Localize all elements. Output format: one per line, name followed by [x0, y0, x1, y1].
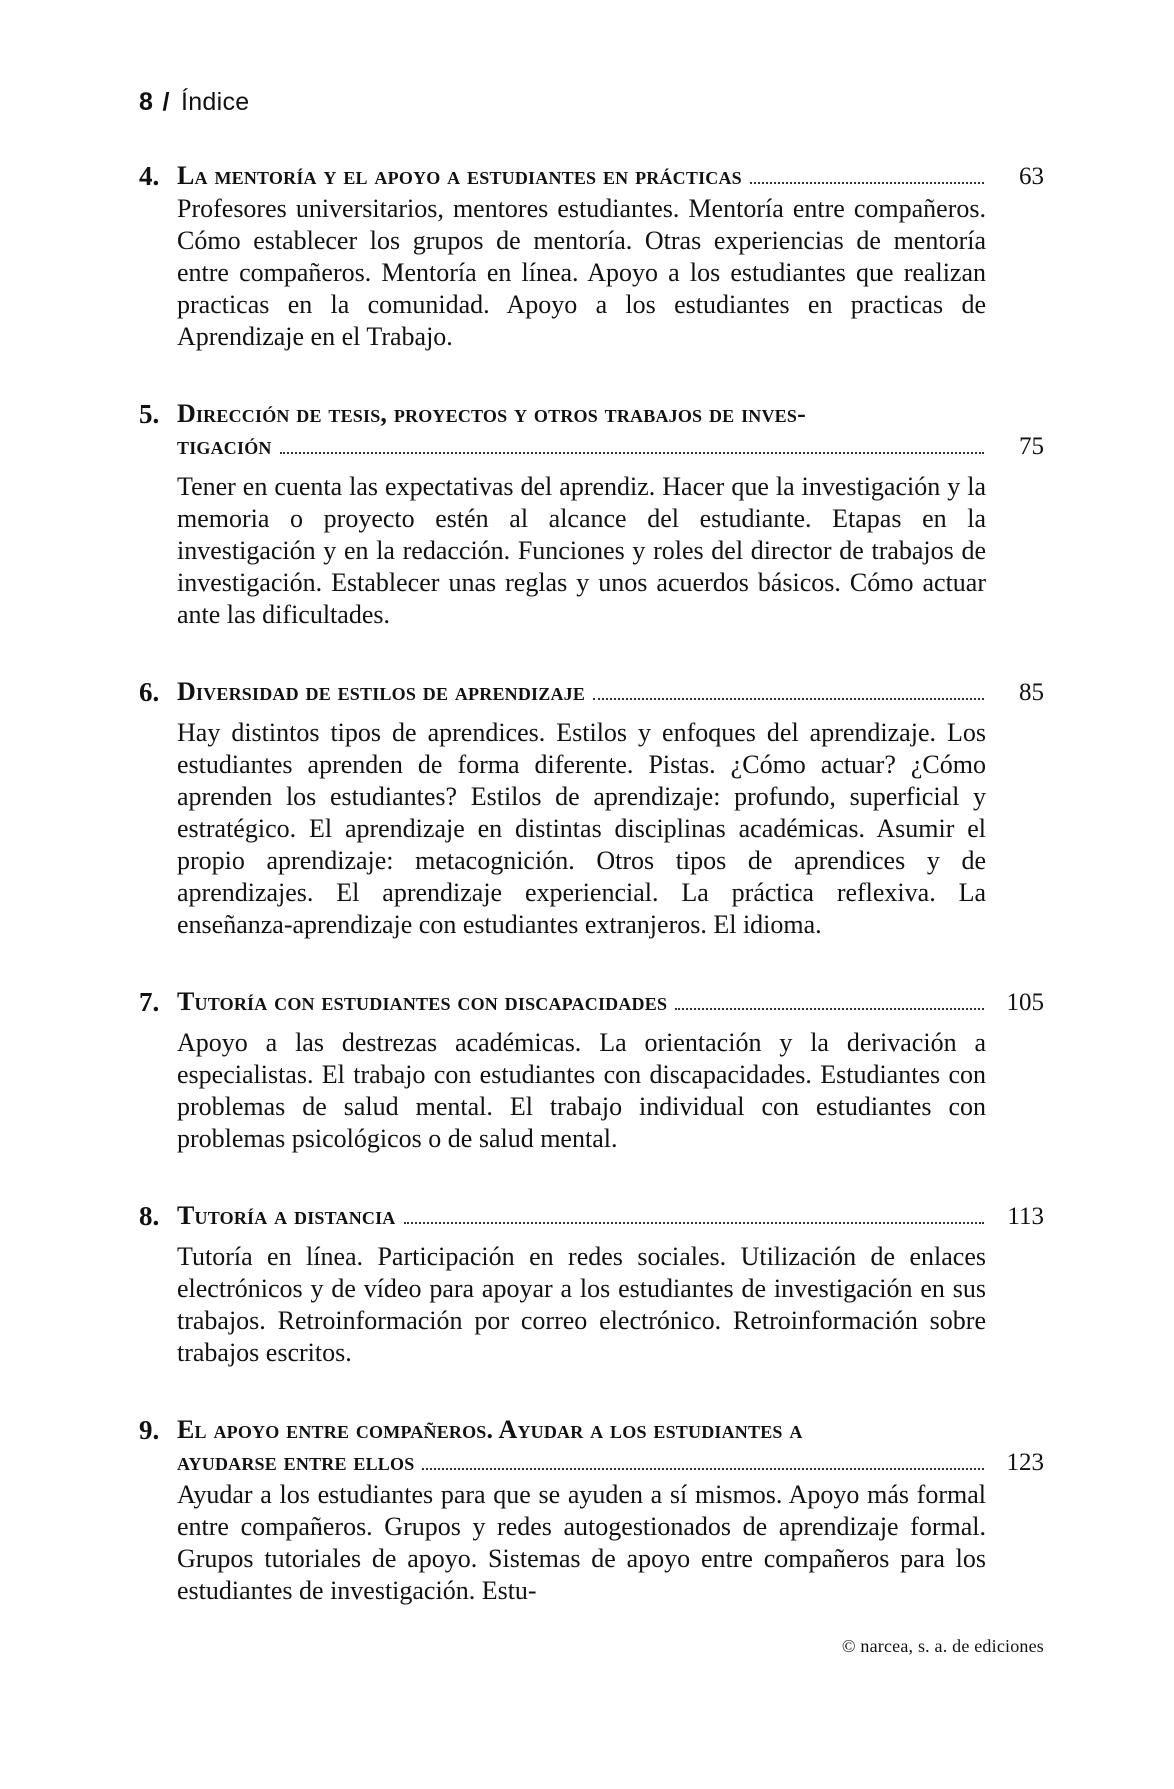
chapter-page-number[interactable]: 63	[1019, 163, 1044, 190]
chapter-summary: Profesores universitarios, mentores estudiantes. Mentoría entre compañeros. Cómo establecer los grupos de mentoría. Otras experiencias de mentoría entre compañeros. Mentoría en línea. Apoyo a los estudiantes que realizan practicas en la comunidad. Apoyo a los estudiantes en practicas de Aprendizaje en el Trabajo.	[177, 194, 986, 351]
chapter-summary: Tener en cuenta las expectativas del aprendiz. Hacer que la investigación y la memoria o proyecto estén al alcance del estudiante. Etapas en la investigación y en la redacción. Funciones y roles del director de trabajos de investigación. Establecer unas reglas y unos acuerdos básicos. Cómo actuar ante las dificultades.	[177, 472, 986, 629]
chapter-page-number[interactable]: 85	[1019, 679, 1044, 706]
running-header	[139, 88, 249, 117]
chapter-page-number[interactable]: 123	[1006, 1449, 1044, 1476]
chapter-title-line-2[interactable]: ayudarse entre ellos	[177, 1447, 415, 1476]
chapter-number: 7.	[139, 987, 160, 1017]
dot-leader	[422, 1468, 984, 1470]
dot-leader	[280, 452, 984, 454]
page-number: 8	[139, 88, 154, 116]
header-section-title: Índice	[180, 88, 250, 116]
header-separator: /	[162, 88, 170, 116]
dot-leader	[404, 1222, 984, 1224]
dot-leader	[675, 1008, 984, 1010]
dot-leader	[750, 182, 984, 184]
toc-entry-8	[139, 1200, 1044, 1369]
chapter-title[interactable]: Tutoría con estudiantes con discapacidades	[177, 987, 668, 1016]
chapter-summary: Ayudar a los estudiantes para que se ayuden a sí mismos. Apoyo más formal entre compañeros. Grupos y redes autogestionados de aprendizaje formal. Grupos tutoriales de apoyo. Sistemas de apoyo entre compañeros para los estudiantes de investigación. Estu-	[177, 1480, 986, 1605]
toc-entry-9	[139, 1414, 1044, 1607]
chapter-page-number[interactable]: 75	[1019, 433, 1044, 460]
chapter-number: 5.	[139, 399, 160, 429]
chapter-number: 4.	[139, 161, 160, 191]
chapter-title-line-2[interactable]: tigación	[177, 431, 272, 460]
toc-entry-7	[139, 986, 1044, 1155]
copyright-footer: © narcea, s. a. de ediciones	[841, 1636, 1044, 1656]
chapter-summary: Apoyo a las destrezas académicas. La orientación y la derivación a especialistas. El trabajo con estudiantes con discapacidades. Estudiantes con problemas de salud mental. El trabajo individual con estudiantes con problemas psicológicos o de salud mental.	[177, 1028, 986, 1153]
toc-entry-6	[139, 676, 1044, 941]
dot-leader	[593, 698, 984, 700]
chapter-title-line-1[interactable]: El apoyo entre compañeros. Ayudar a los estudiantes a	[177, 1415, 803, 1444]
chapter-page-number[interactable]: 113	[1007, 1203, 1044, 1230]
table-of-contents	[139, 160, 1044, 1652]
chapter-title[interactable]: La mentoría y el apoyo a estudiantes en prácticas	[177, 161, 742, 190]
chapter-number: 6.	[139, 677, 160, 707]
chapter-summary: Hay distintos tipos de aprendices. Estilos y enfoques del aprendizaje. Los estudiantes aprenden de forma diferente. Pistas. ¿Cómo actuar? ¿Cómo aprenden los estudiantes? Estilos de aprendizaje: profundo, superficial y estratégico. El aprendizaje en distintas disciplinas académicas. Asumir el propio aprendizaje: metacognición. Otros tipos de aprendices y de aprendizajes. El aprendizaje experiencial. La práctica reflexiva. La enseñanza-aprendizaje con estudiantes extranjeros. El idioma.	[177, 718, 986, 939]
chapter-title[interactable]: Tutoría a distancia	[177, 1201, 396, 1230]
chapter-title[interactable]: Diversidad de estilos de aprendizaje	[177, 677, 586, 706]
toc-entry-4	[139, 160, 1044, 353]
chapter-title-line-1[interactable]: Dirección de tesis, proyectos y otros trabajos de inves-	[177, 399, 806, 428]
chapter-number: 8.	[139, 1201, 160, 1231]
toc-entry-5	[139, 398, 1044, 631]
chapter-summary: Tutoría en línea. Participación en redes sociales. Utilización de enlaces electrónicos y de vídeo para apoyar a los estudiantes de investigación en sus trabajos. Retroinformación por correo electrónico. Retroinformación sobre trabajos escritos.	[177, 1242, 986, 1367]
chapter-number: 9.	[139, 1415, 160, 1445]
chapter-page-number[interactable]: 105	[1006, 989, 1044, 1016]
